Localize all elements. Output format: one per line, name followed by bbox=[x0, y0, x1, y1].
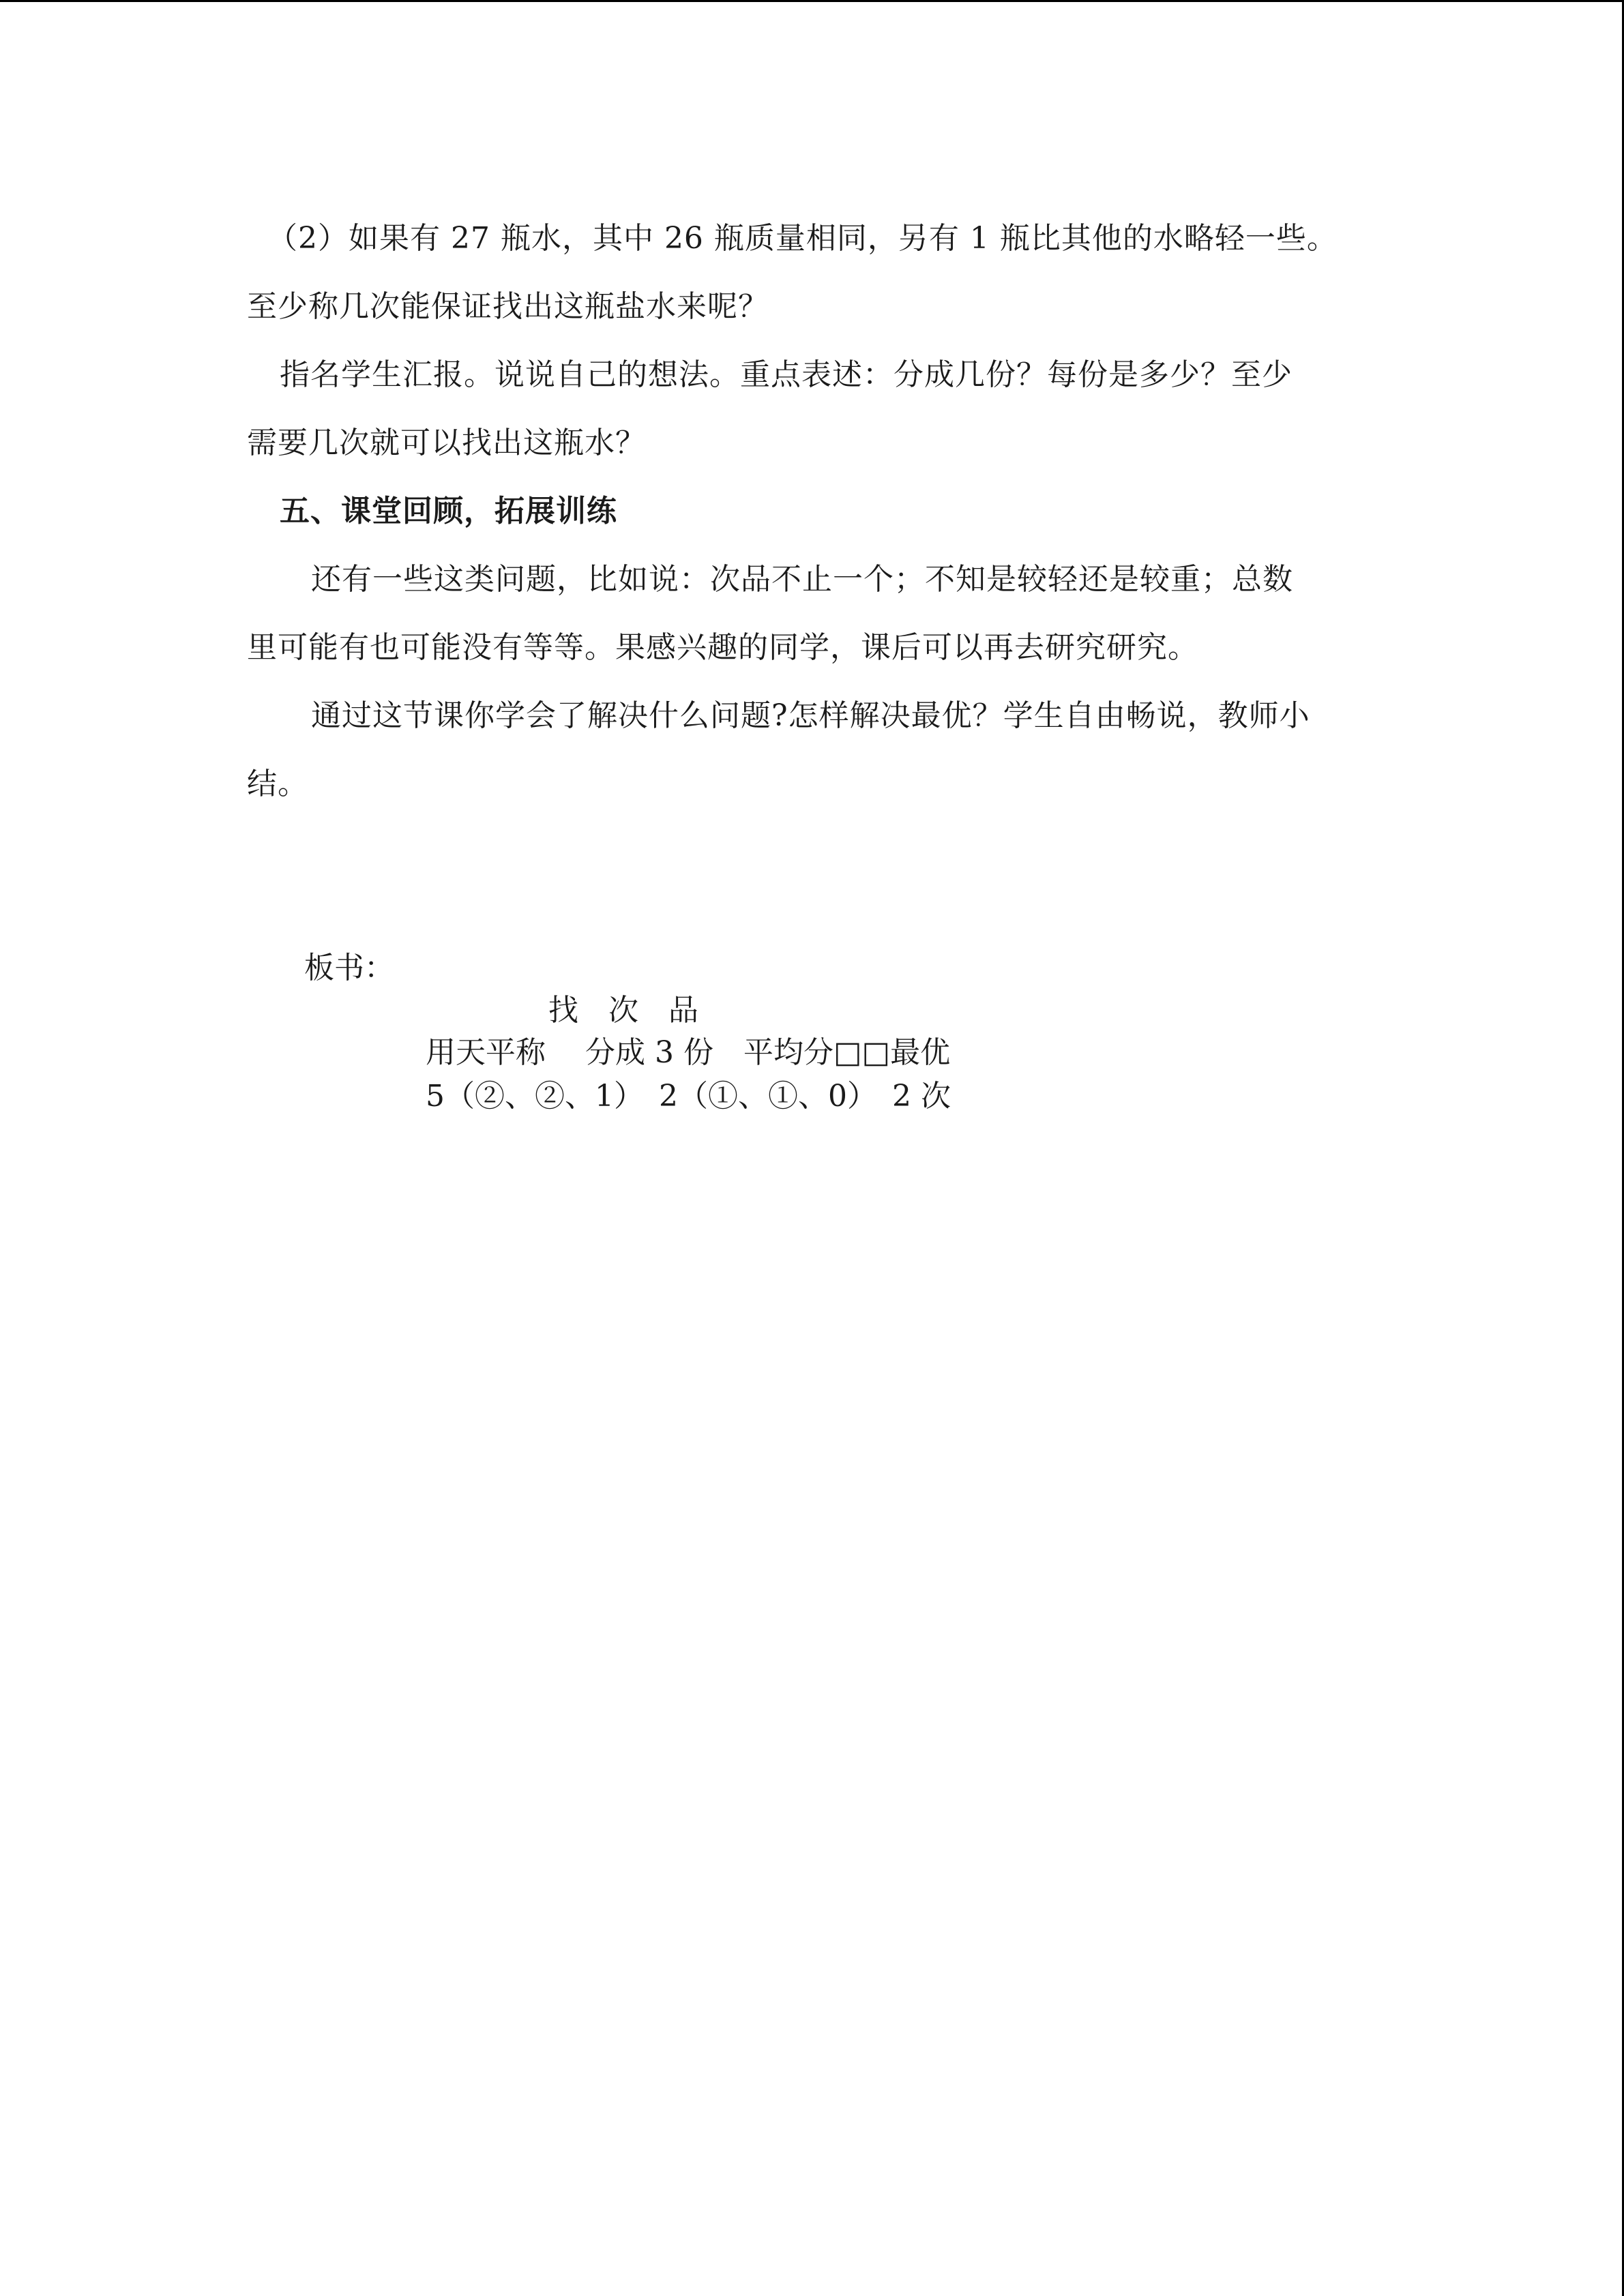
board-row-1: 用天平称 分成 3 份 平均分□□最优 bbox=[426, 1035, 951, 1070]
board-title: 找 次 品 bbox=[548, 993, 698, 1028]
paragraph-line: 里可能有也可能没有等等。果感兴趣的同学，课后可以再去研究研究。 bbox=[247, 630, 1198, 665]
board-label: 板书： bbox=[304, 951, 394, 985]
paragraph-line: 需要几次就可以找出这瓶水？ bbox=[247, 426, 646, 460]
paragraph-line: 结。 bbox=[247, 766, 308, 801]
board-row-2: 5（②、②、1） 2（①、①、0） 2 次 bbox=[426, 1079, 951, 1114]
paragraph-line: 指名学生汇报。说说自己的想法。重点表述：分成几份？每份是多少？至少 bbox=[280, 357, 1293, 392]
paragraph-line: 通过这节课你学会了解决什么问题?怎样解决最优？学生自由畅说，教师小 bbox=[311, 698, 1310, 733]
page-border-top bbox=[0, 0, 1624, 2]
paragraph-line: 至少称几次能保证找出这瓶盐水来呢？ bbox=[247, 289, 769, 324]
paragraph-line: 还有一些这类问题，比如说：次品不止一个；不知是较轻还是较重；总数 bbox=[311, 562, 1293, 597]
paragraph-line: （2）如果有 27 瓶水，其中 26 瓶质量相同，另有 1 瓶比其他的水略轻一些。 bbox=[267, 221, 1338, 256]
section-heading: 五、课堂回顾，拓展训练 bbox=[280, 494, 617, 528]
